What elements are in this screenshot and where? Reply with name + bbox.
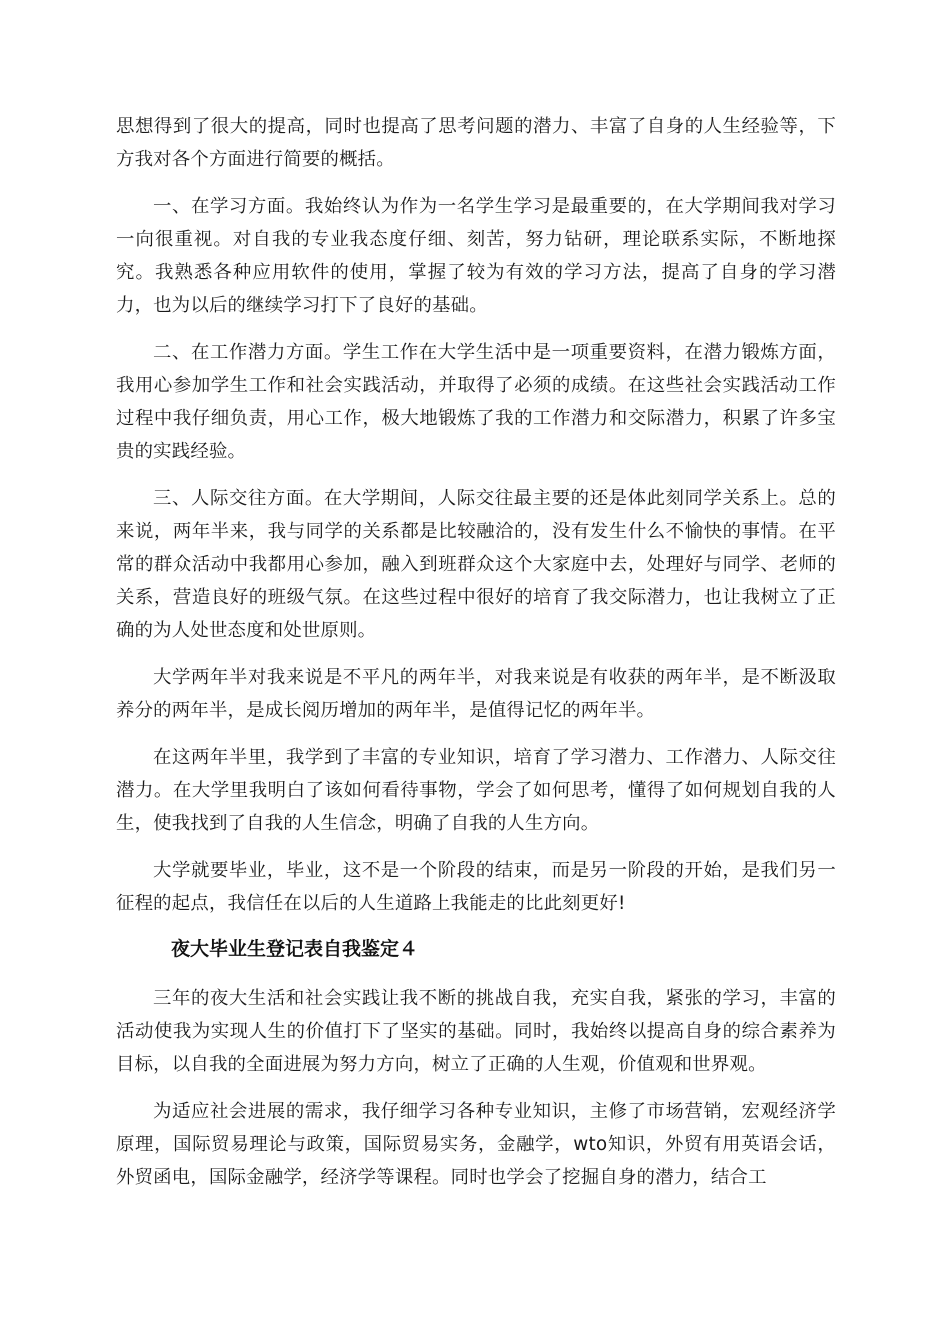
paragraph-courses: 为适应社会进展的需求，我仔细学习各种专业知识，主修了市场营销，宏观经济学原理，国际贸易理论与政策，国际贸易实务，金融学，wto知识，外贸有用英语会话，外贸函电，国际金融学，经济学等课程。同时也学会了挖掘自身的潜力，结合工 xyxy=(116,1101,836,1188)
paragraph-work: 二、在工作潜力方面。学生工作在大学生活中是一项重要资料，在潜力锻炼方面，我用心参加学生工作和社会实践活动，并取得了必须的成绩。在这些社会实践活动工作过程中我仔细负责，用心工作，极大地锻炼了我的工作潜力和交际潜力，积累了许多宝贵的实践经验。 xyxy=(116,342,836,462)
paragraph-graduation: 大学就要毕业，毕业，这不是一个阶段的结束，而是另一阶段的开始，是我们另一征程的起点，我信任在以后的人生道路上我能走的比此刻更好! xyxy=(116,860,836,914)
paragraph-night-college: 三年的夜大生活和社会实践让我不断的挑战自我，充实自我，紧张的学习，丰富的活动使我为实现人生的价值打下了坚实的基础。同时，我始终以提高自身的综合素养为目标，以自我的全面进展为努力方向，树立了正确的人生观，价值观和世界观。 xyxy=(116,988,836,1075)
section-heading: 夜大毕业生登记表自我鉴定４ xyxy=(171,938,419,960)
paragraph-study: 一、在学习方面。我始终认为作为一名学生学习是最重要的，在大学期间我对学习一向很重视。对自我的专业我态度仔细、刻苦，努力钻研，理论联系实际，不断地探究。我熟悉各种应用软件的使用，掌握了较为有效的学习方法，提高了自身的学习潜力，也为以后的继续学习打下了良好的基础。 xyxy=(116,196,836,316)
paragraph-social: 三、人际交往方面。在大学期间，人际交往最主要的还是体此刻同学关系上。总的来说，两年半来，我与同学的关系都是比较融洽的，没有发生什么不愉快的事情。在平常的群众活动中我都用心参加，融入到班群众这个大家庭中去，处理好与同学、老师的关系，营造良好的班级气氛。在这些过程中很好的培育了我交际潜力，也让我树立了正确的为人处世态度和处世原则。 xyxy=(116,488,836,641)
paragraph-two-and-half-years: 大学两年半对我来说是不平凡的两年半，对我来说是有收获的两年半，是不断汲取养分的两年半，是成长阅历增加的两年半，是值得记忆的两年半。 xyxy=(116,667,836,721)
document-body xyxy=(116,110,836,1208)
paragraph-continuation: 思想得到了很大的提高，同时也提高了思考问题的潜力、丰富了自身的人生经验等，下方我对各个方面进行简要的概括。 xyxy=(116,116,836,170)
paragraph-learned: 在这两年半里，我学到了丰富的专业知识，培育了学习潜力、工作潜力、人际交往潜力。在大学里我明白了该如何看待事物，学会了如何思考，懂得了如何规划自我的人生，使我找到了自我的人生信念，明确了自我的人生方向。 xyxy=(116,747,836,834)
